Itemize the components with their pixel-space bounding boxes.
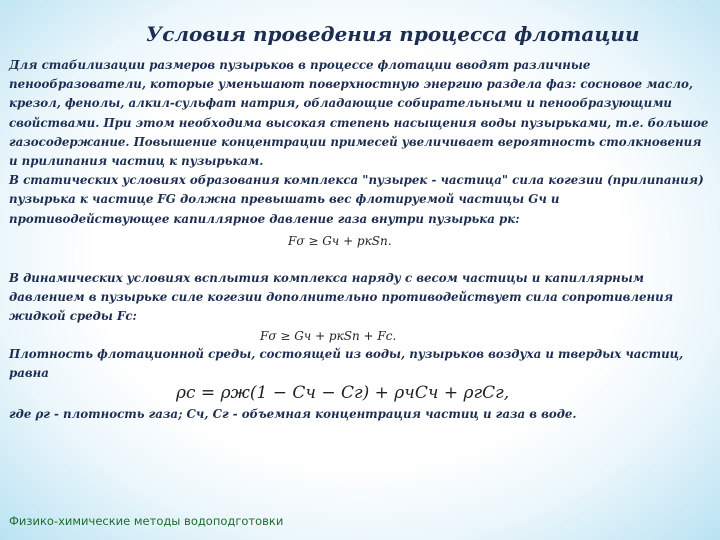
formula-density: ρc = ρж(1 − Cч − Cг) + ρчCч + ρгCг, bbox=[176, 383, 510, 403]
paragraph-5: где ρг - плотность газа; Cч, Cг - объемная концентрация частиц и газа в воде. bbox=[9, 407, 577, 421]
paragraph-1: Для стабилизации размеров пузырьков в процессе флотации вводят различные пенообразователи, которые уменьшают поверхностную энергию раздела фаз: сосновое масло, крезол, фенолы, алкил-сульфат натрия, обладающие собирательными и пенообразующими свойствами. При этом необходима высокая степень насыщения воды пузырьками, т.е. большое газосодержание. Повышение концентрации примесей увеличивает вероятность столкновения и прилипания частиц к пузырькам. bbox=[9, 58, 709, 169]
paragraph-density bbox=[9, 345, 713, 383]
paragraph-dynamic bbox=[9, 269, 713, 327]
paragraph-stabilization bbox=[9, 56, 713, 229]
paragraph-2: В статических условиях образования комплекса "пузырек - частица" сила когезии (прилипания) пузырька к частице FG должна превышать вес флотируемой частицы Gч и противодействующее капиллярное давление газа внутри пузырька рк: bbox=[9, 173, 704, 226]
formula-dynamic-cohesion: Fσ ≥ Gч + pкSп + Fc. bbox=[260, 329, 397, 343]
formula-static-cohesion: Fσ ≥ Gч + pкSп. bbox=[288, 234, 392, 248]
paragraph-legend bbox=[9, 405, 713, 424]
slide-title: Условия проведения процесса флотации bbox=[146, 22, 640, 46]
paragraph-4: Плотность флотационной среды, состоящей из воды, пузырьков воздуха и твердых частиц, равна bbox=[9, 347, 684, 381]
slide-footer: Физико-химические методы водоподготовки bbox=[9, 514, 284, 528]
paragraph-3: В динамических условиях всплытия комплекса наряду с весом частицы и капиллярным давлением в пузырьке силе когезии дополнительно противодействует сила сопротивления жидкой среды Fc: bbox=[9, 271, 674, 324]
